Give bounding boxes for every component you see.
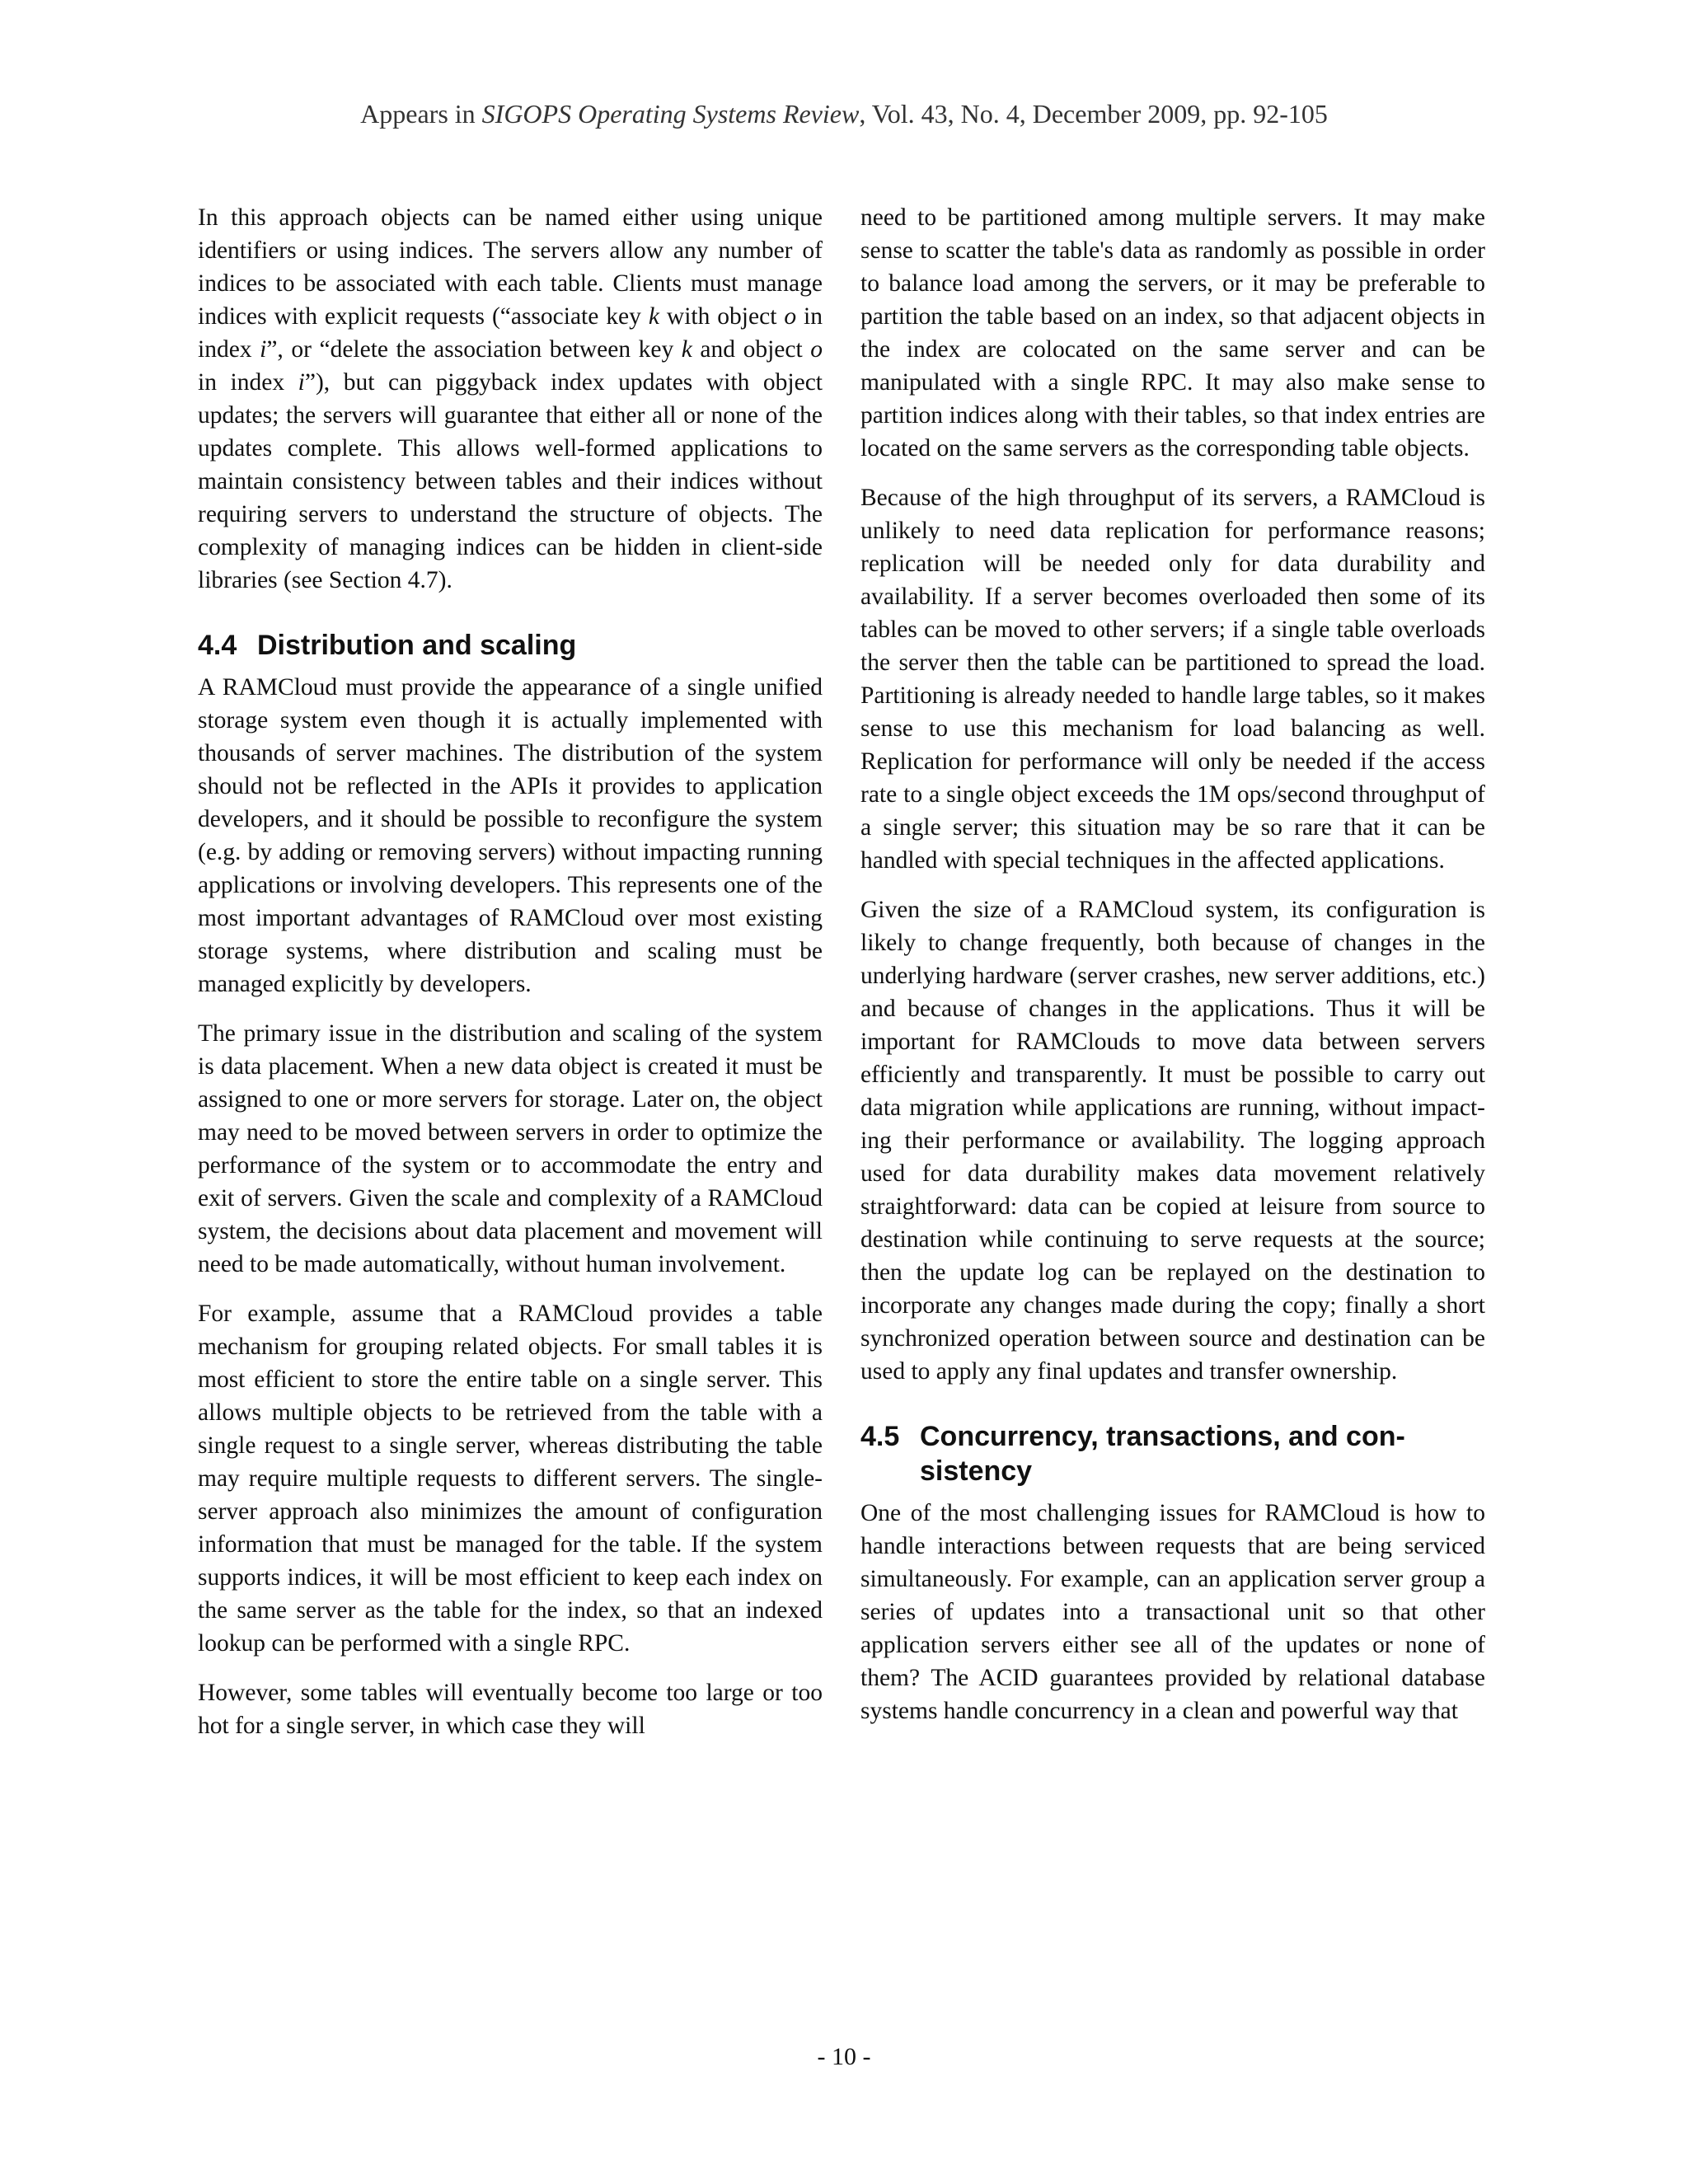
left-column [198, 201, 823, 1759]
section-number: 4.4 [198, 630, 237, 661]
journal-name: SIGOPS Operating Systems Review [481, 99, 860, 129]
section-heading-4-4 [198, 628, 823, 663]
section-heading-4-5 [860, 1419, 1485, 1488]
header-suffix: , Vol. 43, No. 4, December 2009, pp. 92-105 [859, 99, 1328, 129]
section-number: 4.5 [860, 1421, 900, 1452]
paragraph-large-tables: However, some tables will eventually become too large or too hot for a single server, in which case they will [198, 1680, 823, 1739]
section-title: Concurrency, transactions, and consistency [920, 1421, 1405, 1487]
header-prefix: Appears in [360, 99, 482, 129]
paragraph-partitioning: need to be partitioned among multiple servers. It may make sense to scatter the table's data as randomly as possible in order to balance load among the servers, or it may be preferable to partition the table based on an index, so that adjacent objects in the index are colocated on the same server and can be manipulated with a single RPC. It may also make sense to partition indices along with their tables, so that index entries are located on the same servers as the corresponding table objects. [860, 204, 1485, 462]
section-title: Distribution and scaling [257, 630, 577, 661]
paragraph-data-placement: The primary issue in the distribution and scaling of the system is data placement. When a new data object is created it must be assigned to one or more servers for storage. Later on, the object may need to be moved between servers in order to optimize the performance of the system or to accommodate the entry and exit of servers. Given the scale and complexity of a RAMCloud system, the decisions about data placement and movement will need to be made automatically, without human involvement. [198, 1020, 823, 1277]
paragraph-concurrency: One of the most challenging issues for RAMCloud is how to handle interactions between requests that are being serviced simultaneously. For example, can an application server group a series of updates into a transactional unit so that other application servers either see all of the updates or none of them? The ACID guarantees provided by relational database systems handle concurrency in a clean and powerful way that [860, 1500, 1485, 1724]
paragraph-configuration: Given the size of a RAMCloud system, its configuration is likely to change frequently, both because of changes in the underlying hardware (server crashes, new server additions, etc.) and because of changes in the applications. Thus it will be important for RAMClouds to move data between servers efficiently and transparently. It must be possible to carry out data migration while applications are running, without impacting their performance or availability. The logging approach used for data durability makes data movement relatively straightforward: data can be copied at leisure from source to destination while continuing to serve requests at the source; then the update log can be replayed on the destination to incorporate any changes made during the copy; finally a short synchronized operation between source and destination can be used to apply any final updates and transfer ownership. [860, 897, 1485, 1385]
running-header [0, 97, 1688, 130]
paragraph-replication: Because of the high throughput of its servers, a RAMCloud is unlikely to need data replication for performance reasons; replication will be needed only for data durability and availability. If a server becomes overloaded then some of its tables can be moved to other servers; if a single table overloads the server then the table can be partitioned to spread the load. Partitioning is already needed to handle large tables, so it makes sense to use this mechanism for load balancing as well. Replication for performance will only be needed if the access rate to a single object exceeds the 1M ops/second throughput of a single server; this situation may be so rare that it can be handled with special techniques in the affected applications. [860, 485, 1485, 874]
paragraph-unified-storage: A RAMCloud must provide the appearance of a single unified storage system even though it is actually implemented with thousands of server machines. The distribution of the system should not be reflected in the APIs it provides to application developers, and it should be possible to reconfigure the system (e.g. by adding or removing servers) without impacting running applications or involving developers. This represents one of the most important advantages of RAMCloud over most existing storage systems, where distribution and scaling must be managed explicitly by developers. [198, 674, 823, 997]
right-column [860, 201, 1485, 1744]
paragraph-indices: In this approach objects can be named either using unique identifiers or using indices. The servers allow any number of indices to be associated with each table. Clients must manage indices with explicit requests (“associate key k with object o in index i”, or “delete the association between key k and object o in index i”), but can piggyback index updates with object updates; the servers will guarantee that either all or none of the updates complete. This allows well-formed applications to maintain consistency between tables and their indices without requiring servers to understand the structure of objects. The complexity of managing indices can be hidden in client-side libraries (see Section 4.7). [198, 204, 823, 593]
page-number: - 10 - [817, 2043, 871, 2070]
paragraph-table-example: For example, assume that a RAMCloud provides a table mechanism for grouping related objects. For small tables it is most efficient to store the entire table on a single server. This allows multiple objects to be retrieved from the table with a single request to a single server, whereas distributing the table may require multiple requests to different servers. The single-server approach also minimizes the amount of configuration information that must be managed for the table. If the system supports indices, it will be most efficient to keep each index on the same server as the table for the index, so that an indexed lookup can be performed with a single RPC. [198, 1301, 823, 1657]
